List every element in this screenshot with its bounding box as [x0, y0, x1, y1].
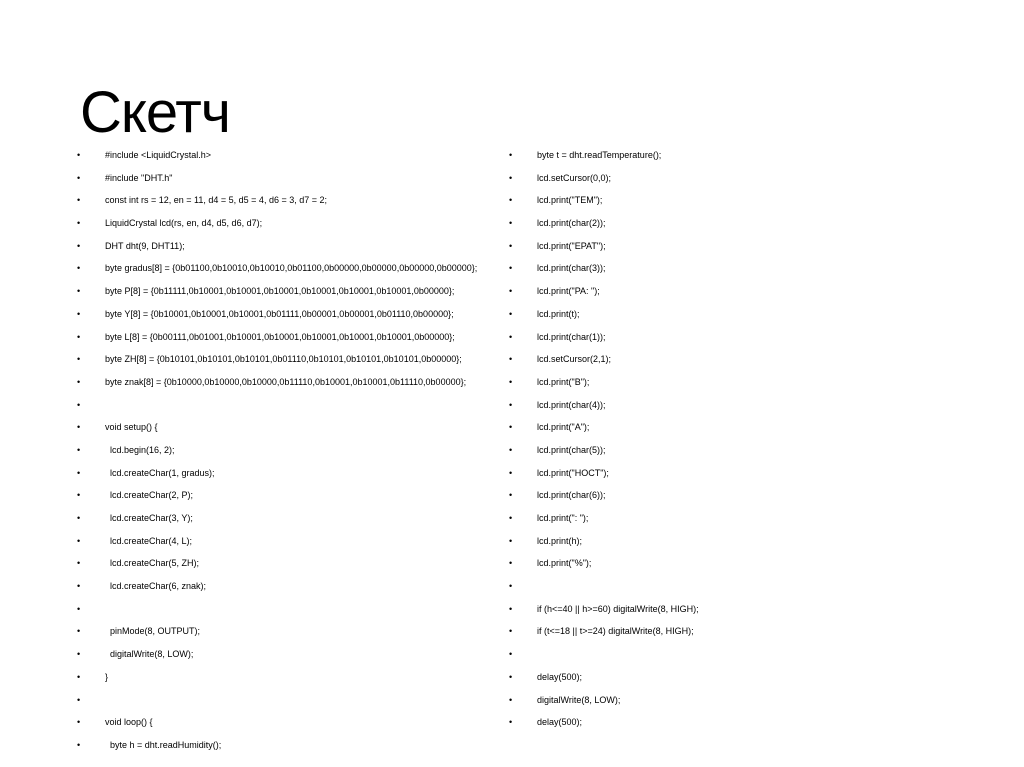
- bullet-icon: •: [77, 535, 81, 546]
- bullet-icon: •: [509, 263, 513, 274]
- code-text: }: [105, 671, 109, 682]
- bullet-icon: •: [77, 626, 81, 637]
- code-text: lcd.print(char(5));: [537, 444, 606, 455]
- code-line: [77, 303, 507, 326]
- code-line: [509, 144, 939, 167]
- code-line: [77, 280, 507, 303]
- code-text: byte znak[8] = {0b10000,0b10000,0b10000,0b11110,0b10001,0b10001,0b11110,0b00000};: [105, 376, 467, 387]
- bullet-icon: •: [77, 195, 81, 206]
- code-line: [77, 212, 507, 235]
- code-text: lcd.print("EPAT");: [537, 240, 606, 251]
- code-line: [509, 439, 939, 462]
- code-line: [77, 530, 507, 553]
- code-line: [77, 711, 507, 734]
- code-text: lcd.createChar(2, P);: [105, 490, 194, 501]
- bullet-icon: •: [77, 286, 81, 297]
- bullet-icon: •: [509, 626, 513, 637]
- code-line: [77, 439, 507, 462]
- bullet-icon: •: [509, 150, 513, 160]
- bullet-icon: •: [77, 694, 81, 705]
- bullet-icon: •: [509, 535, 513, 546]
- bullet-icon: •: [509, 467, 513, 478]
- bullet-icon: •: [77, 331, 81, 342]
- bullet-icon: •: [77, 603, 81, 614]
- code-line: [509, 507, 939, 530]
- code-line: [509, 280, 939, 303]
- code-line: [509, 348, 939, 371]
- code-line: [509, 416, 939, 439]
- code-text: byte P[8] = {0b11111,0b10001,0b10001,0b10001,0b10001,0b10001,0b10001,0b00000};: [105, 286, 455, 297]
- code-text: lcd.print("HOCT");: [537, 467, 609, 478]
- code-text: lcd.setCursor(0,0);: [537, 172, 612, 183]
- code-text: lcd.print("A");: [537, 422, 590, 433]
- code-text: lcd.begin(16, 2);: [105, 444, 175, 455]
- bullet-icon: •: [77, 558, 81, 569]
- code-text: byte h = dht.readHumidity();: [105, 739, 222, 750]
- code-line: [77, 484, 507, 507]
- code-line: [77, 371, 507, 394]
- code-column-right: [509, 144, 939, 734]
- bullet-icon: •: [509, 558, 513, 569]
- bullet-icon: •: [509, 671, 513, 682]
- bullet-icon: •: [509, 218, 513, 229]
- code-text: lcd.print(char(1));: [537, 331, 606, 342]
- code-text: lcd.print(h);: [537, 535, 583, 546]
- bullet-icon: •: [77, 354, 81, 365]
- code-line: [509, 257, 939, 280]
- bullet-icon: •: [77, 150, 81, 160]
- code-line: [77, 507, 507, 530]
- bullet-icon: •: [77, 671, 81, 682]
- code-text: LiquidCrystal lcd(rs, en, d4, d5, d6, d7);: [105, 218, 263, 229]
- code-line: [77, 394, 507, 417]
- bullet-icon: •: [77, 649, 81, 660]
- code-text: lcd.print("%");: [537, 558, 592, 569]
- bullet-icon: •: [509, 422, 513, 433]
- bullet-icon: •: [77, 263, 81, 274]
- code-line: [509, 552, 939, 575]
- bullet-icon: •: [509, 649, 513, 660]
- code-text: lcd.setCursor(2,1);: [537, 354, 612, 365]
- bullet-icon: •: [509, 240, 513, 251]
- code-text: byte gradus[8] = {0b01100,0b10010,0b10010,0b01100,0b00000,0b00000,0b00000,0b00000};: [105, 263, 478, 274]
- code-line: [509, 394, 939, 417]
- code-line: [509, 303, 939, 326]
- code-line: [509, 326, 939, 349]
- bullet-icon: •: [509, 376, 513, 387]
- bullet-icon: •: [77, 308, 81, 319]
- code-text: if (h<=40 || h>=60) digitalWrite(8, HIGH);: [537, 603, 699, 614]
- code-text: lcd.createChar(4, L);: [105, 535, 193, 546]
- bullet-icon: •: [509, 444, 513, 455]
- code-line: [77, 167, 507, 190]
- code-line: [509, 189, 939, 212]
- bullet-icon: •: [509, 195, 513, 206]
- bullet-icon: •: [77, 467, 81, 478]
- code-line: [509, 462, 939, 485]
- bullet-icon: •: [77, 444, 81, 455]
- bullet-icon: •: [509, 354, 513, 365]
- bullet-icon: •: [77, 717, 81, 728]
- bullet-icon: •: [77, 399, 81, 410]
- code-line: [509, 167, 939, 190]
- code-line: [77, 643, 507, 666]
- code-line: [509, 711, 939, 734]
- code-line: [77, 416, 507, 439]
- code-line: [509, 212, 939, 235]
- code-text: lcd.createChar(6, znak);: [105, 581, 207, 592]
- bullet-icon: •: [77, 581, 81, 592]
- code-text: #include "DHT.h": [105, 172, 173, 183]
- code-line: [509, 530, 939, 553]
- bullet-icon: •: [509, 694, 513, 705]
- code-column-left: [77, 144, 507, 757]
- bullet-icon: •: [509, 603, 513, 614]
- code-text: lcd.print("PA: ");: [537, 286, 600, 297]
- code-text: byte t = dht.readTemperature();: [537, 150, 662, 160]
- bullet-icon: •: [77, 739, 81, 750]
- code-text: lcd.print("TEM");: [537, 195, 603, 206]
- bullet-icon: •: [509, 581, 513, 592]
- code-line: [509, 371, 939, 394]
- code-text: DHT dht(9, DHT11);: [105, 240, 185, 251]
- code-text: lcd.print(": ");: [537, 513, 589, 523]
- code-text: byte L[8] = {0b00111,0b01001,0b10001,0b10001,0b10001,0b10001,0b10001,0b00000};: [105, 331, 455, 342]
- bullet-icon: •: [77, 422, 81, 433]
- code-text: lcd.print(char(4));: [537, 399, 606, 410]
- code-text: if (t<=18 || t>=24) digitalWrite(8, HIGH);: [537, 626, 694, 637]
- code-line: [77, 235, 507, 258]
- code-line: [77, 462, 507, 485]
- code-text: byte ZH[8] = {0b10101,0b10101,0b10101,0b01110,0b10101,0b10101,0b10101,0b00000};: [105, 354, 462, 365]
- code-text: lcd.print(t);: [537, 308, 580, 319]
- bullet-icon: •: [77, 240, 81, 251]
- code-text: lcd.print(char(2));: [537, 218, 606, 229]
- code-line: [77, 326, 507, 349]
- code-line: [77, 144, 507, 167]
- bullet-icon: •: [509, 490, 513, 501]
- code-text: byte Y[8] = {0b10001,0b10001,0b10001,0b01111,0b00001,0b00001,0b01110,0b00000};: [105, 308, 454, 319]
- code-text: digitalWrite(8, LOW);: [537, 694, 621, 705]
- code-line: [77, 575, 507, 598]
- code-line: [509, 666, 939, 689]
- code-text: lcd.createChar(3, Y);: [105, 513, 193, 523]
- bullet-icon: •: [77, 513, 81, 523]
- slide-title: Скетч: [80, 80, 231, 145]
- code-text: delay(500);: [537, 717, 583, 728]
- code-text: lcd.print(char(6));: [537, 490, 606, 501]
- code-line: [509, 235, 939, 258]
- code-text: lcd.createChar(1, gradus);: [105, 467, 215, 478]
- bullet-icon: •: [509, 286, 513, 297]
- bullet-icon: •: [509, 717, 513, 728]
- bullet-icon: •: [77, 376, 81, 387]
- code-line: [509, 620, 939, 643]
- code-text: digitalWrite(8, LOW);: [105, 649, 194, 660]
- code-text: lcd.print(char(3));: [537, 263, 606, 274]
- code-line: [509, 575, 939, 598]
- code-text: pinMode(8, OUTPUT);: [105, 626, 201, 637]
- bullet-icon: •: [77, 490, 81, 501]
- code-line: [77, 620, 507, 643]
- code-text: void setup() {: [105, 422, 158, 433]
- code-line: [509, 643, 939, 666]
- code-line: [77, 666, 507, 689]
- code-text: const int rs = 12, en = 11, d4 = 5, d5 = 4, d6 = 3, d7 = 2;: [105, 195, 327, 206]
- bullet-icon: •: [509, 308, 513, 319]
- code-line: [509, 484, 939, 507]
- bullet-icon: •: [77, 218, 81, 229]
- code-line: [77, 734, 507, 757]
- code-line: [509, 598, 939, 621]
- bullet-icon: •: [509, 331, 513, 342]
- code-line: [77, 348, 507, 371]
- code-line: [77, 189, 507, 212]
- code-line: [77, 598, 507, 621]
- code-text: delay(500);: [537, 671, 583, 682]
- bullet-icon: •: [509, 399, 513, 410]
- bullet-icon: •: [77, 172, 81, 183]
- code-text: void loop() {: [105, 717, 153, 728]
- code-text: lcd.print("B");: [537, 376, 590, 387]
- bullet-icon: •: [509, 172, 513, 183]
- code-text: #include <LiquidCrystal.h>: [105, 150, 212, 160]
- code-line: [509, 689, 939, 712]
- code-line: [77, 689, 507, 712]
- code-line: [77, 257, 507, 280]
- code-text: lcd.createChar(5, ZH);: [105, 558, 200, 569]
- bullet-icon: •: [509, 513, 513, 523]
- code-line: [77, 552, 507, 575]
